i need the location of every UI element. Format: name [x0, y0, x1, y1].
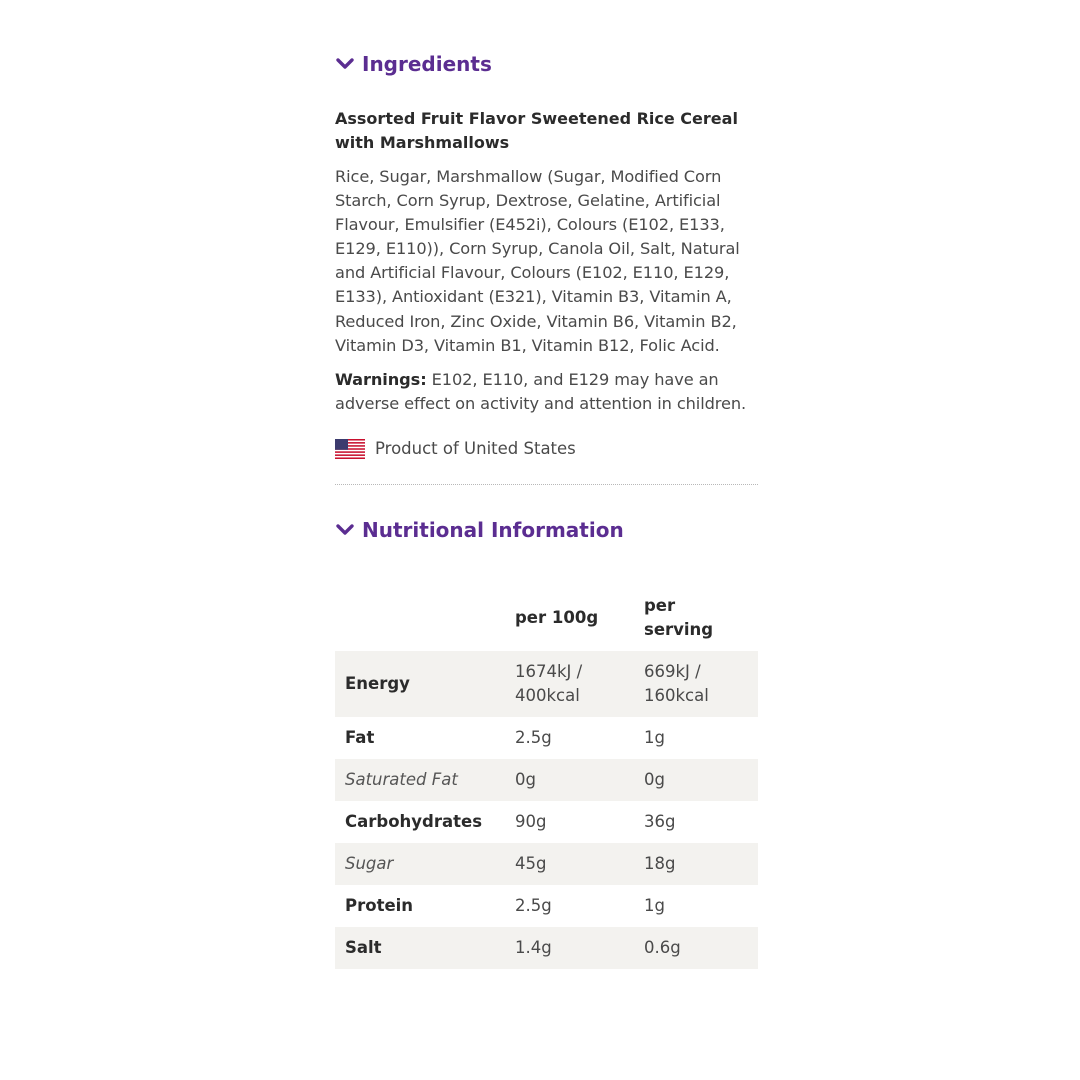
warnings-text: [335, 368, 758, 416]
warnings-body: E102, E110, and E129 may have an adverse effect on activity and attention in children.: [335, 369, 747, 413]
nutrient-label: Sugar: [345, 853, 394, 873]
us-flag-icon: [335, 439, 365, 459]
ingredients-heading: Ingredients: [362, 52, 492, 76]
table-row: [335, 651, 758, 717]
table-row: [335, 717, 758, 759]
nutrient-label: Saturated Fat: [345, 769, 458, 789]
warnings-label: Warnings:: [335, 369, 427, 389]
column-header-per-100g: per 100g: [515, 607, 599, 627]
value-per-100g: 1674kJ / 400kcal: [515, 661, 583, 705]
product-origin: [335, 439, 758, 459]
value-per-serving: 1g: [644, 895, 665, 915]
nutrient-label: Carbohydrates: [345, 811, 483, 831]
nutrient-label: Fat: [345, 727, 375, 747]
nutrition-table: [335, 585, 758, 969]
ingredients-toggle[interactable]: [335, 49, 758, 79]
column-header-per-serving: per serving: [644, 595, 714, 639]
table-row: [335, 759, 758, 801]
table-row: [335, 885, 758, 927]
origin-text: Product of United States: [375, 439, 576, 459]
value-per-serving: 18g: [644, 853, 676, 873]
value-per-100g: 45g: [515, 853, 547, 873]
nutrition-header-row: [335, 585, 758, 651]
value-per-100g: 2.5g: [515, 895, 552, 915]
value-per-100g: 2.5g: [515, 727, 552, 747]
value-per-serving: 0.6g: [644, 937, 681, 957]
table-row: [335, 843, 758, 885]
table-row: [335, 927, 758, 969]
nutrition-toggle[interactable]: [335, 515, 758, 545]
value-per-100g: 0g: [515, 769, 536, 789]
product-name: Assorted Fruit Flavor Sweetened Rice Cereal with Marshmallows: [335, 109, 738, 152]
value-per-100g: 90g: [515, 811, 547, 831]
chevron-down-icon: [335, 56, 355, 72]
ingredient-list: Rice, Sugar, Marshmallow (Sugar, Modified Corn Starch, Corn Syrup, Dextrose, Gelatine, Artificial Flavour, Emulsifier (E452i), Colours (E102, E133, E129, E110)), Corn Syrup, Canola Oil, Salt, Natural and Artificial Flavour, Colours (E102, E110, E129, E133), Antioxidant (E321), Vitamin B3, Vitamin A, Reduced Iron, Zinc Oxide, Vitamin B6, Vitamin B2, Vitamin D3, Vitamin B1, Vitamin B12, Folic Acid.: [335, 167, 740, 355]
section-divider: [335, 484, 758, 485]
value-per-serving: 0g: [644, 769, 665, 789]
product-info-panel: [335, 0, 758, 969]
column-header-nutrient: [335, 585, 505, 651]
value-per-100g: 1.4g: [515, 937, 552, 957]
nutrient-label: Protein: [345, 895, 414, 915]
value-per-serving: 36g: [644, 811, 676, 831]
nutrition-heading: Nutritional Information: [362, 517, 624, 542]
nutrient-label: Energy: [345, 673, 410, 693]
nutrient-label: Salt: [345, 937, 382, 957]
table-row: [335, 801, 758, 843]
value-per-serving: 1g: [644, 727, 665, 747]
value-per-serving: 669kJ / 160kcal: [644, 661, 709, 705]
chevron-down-icon: [335, 522, 355, 538]
